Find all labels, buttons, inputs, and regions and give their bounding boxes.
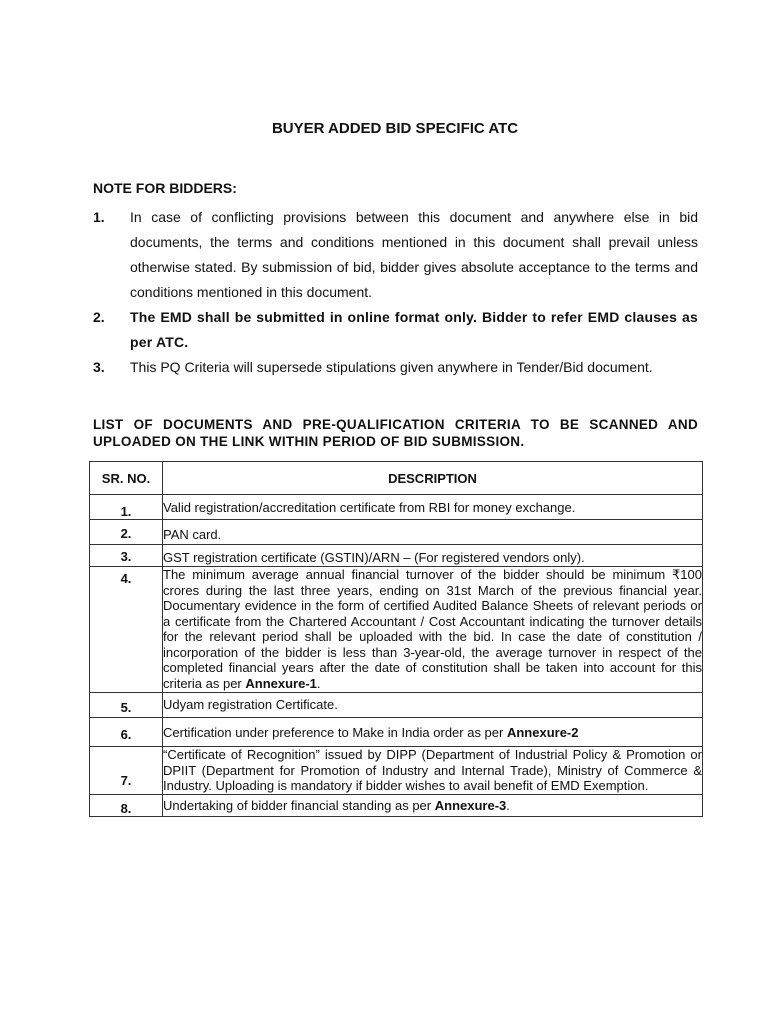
document-title: BUYER ADDED BID SPECIFIC ATC: [271, 120, 519, 137]
sr-number: 1.: [90, 495, 163, 520]
row-description: [163, 794, 703, 816]
row-description: [163, 693, 703, 718]
row-text: Undertaking of bidder financial standing as per: [163, 797, 435, 813]
sr-number: 3.: [90, 545, 163, 567]
sr-no-header: SR. NO.: [90, 462, 163, 495]
note-item: [93, 305, 698, 355]
table-row: [90, 545, 703, 567]
row-description: [163, 545, 703, 567]
table-row: [90, 718, 703, 747]
row-text-tail: .: [506, 797, 510, 813]
row-text: Udyam registration Certificate.: [163, 697, 338, 712]
row-description: [163, 718, 703, 747]
sr-number: 5.: [90, 693, 163, 718]
table-row: [90, 693, 703, 718]
table-header-row: [90, 462, 703, 495]
sr-number: 8.: [90, 794, 163, 816]
table-row: [90, 567, 703, 693]
note-number: 1.: [93, 209, 105, 225]
table-row: [90, 495, 703, 520]
sr-number: 7.: [90, 747, 163, 795]
row-description: [163, 747, 703, 795]
sr-number: 6.: [90, 718, 163, 747]
notes-list: [93, 205, 698, 380]
annexure-reference: Annexure-3: [434, 797, 507, 813]
row-description: [163, 520, 703, 545]
annexure-reference: Annexure-1: [245, 675, 317, 691]
note-text: In case of conflicting provisions between this document and anywhere else in bid documents, the terms and conditions mentioned in this document shall prevail unless otherwise stated. By submission of bid, bidder gives absolute acceptance to the terms and conditions mentioned in this document.: [130, 209, 698, 300]
row-text: “Certificate of Recognition” issued by DIPP (Department of Industrial Policy & Promotion or DPIIT (Department for Promotion of Industry and Internal Trade), Ministry of Commerce & Industry. Uploading is mandatory if bidder wishes to avail benefit of EMD Exemption.: [163, 747, 702, 793]
note-number: 3.: [93, 359, 105, 375]
sr-number: 4.: [90, 567, 163, 693]
row-text: The minimum average annual financial turnover of the bidder should be minimum ₹100 crores during the last three years, ending on 31st March of the previous financial year. Documentary evidence in the form of certified Audited Balance Sheets of relevant periods or a certificate from the Chartered Accountant / Cost Accountant indicating the turnover details for the relevant period shall be uploaded with the bid. In case the date of constitution / incorporation of the bidder is less than 3-year-old, the average turnover in respect of the completed financial years after the date of constitution shall be taken into account for this criteria as per: [163, 567, 702, 691]
row-text: Valid registration/accreditation certificate from RBI for money exchange.: [163, 500, 576, 515]
row-description: [163, 495, 703, 520]
note-heading: NOTE FOR BIDDERS:: [93, 180, 237, 196]
row-text: GST registration certificate (GSTIN)/ARN – (For registered vendors only).: [163, 550, 585, 565]
annexure-reference: Annexure-2: [506, 725, 579, 740]
note-text: The EMD shall be submitted in online format only. Bidder to refer EMD clauses as per ATC.: [130, 309, 698, 350]
table-row: [90, 794, 703, 816]
table-row: [90, 520, 703, 545]
row-text: PAN card.: [163, 527, 222, 542]
row-text-tail: .: [316, 675, 321, 691]
note-number: 2.: [93, 309, 105, 325]
documents-table: [89, 461, 703, 817]
row-description: [163, 567, 703, 693]
note-item: [93, 355, 698, 380]
sr-number: 2.: [90, 520, 163, 545]
description-header: DESCRIPTION: [163, 462, 703, 495]
row-text: Certification under preference to Make in India order as per: [163, 725, 507, 740]
list-heading: LIST OF DOCUMENTS AND PRE-QUALIFICATION CRITERIA TO BE SCANNED AND UPLOADED ON THE LINK WITHIN PERIOD OF BID SUBMISSION.: [93, 417, 698, 449]
table-row: [90, 747, 703, 795]
note-text: This PQ Criteria will supersede stipulations given anywhere in Tender/Bid document.: [130, 359, 653, 375]
note-item: [93, 205, 698, 305]
